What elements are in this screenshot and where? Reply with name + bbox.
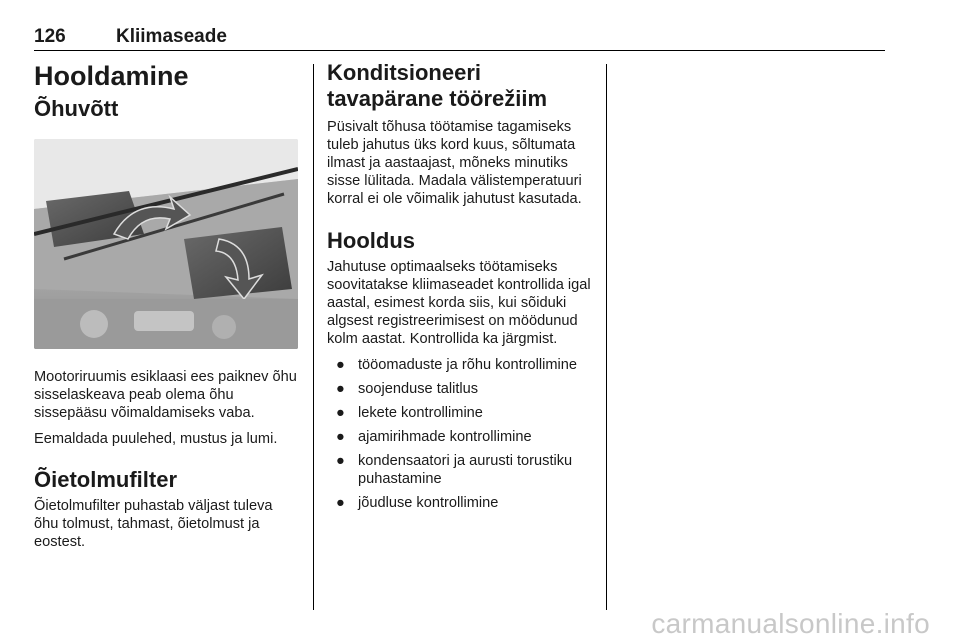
bullet-icon: ● — [336, 405, 345, 421]
middle-column — [327, 60, 592, 518]
paragraph: Püsivalt tõhusa töötamise tagamiseks tuleb jahutus üks kord kuus, sõltumata ilmast ja aastaajast, mõneks minutiks sisse lülitada. Madala välistemperatuuri korral ei ole võimalik jahutust kasutada. — [327, 119, 582, 207]
paragraph: Eemaldada puulehed, mustus ja lumi. — [34, 431, 278, 447]
section-heading-service: Hooldus — [327, 228, 415, 253]
list-item: ● ajamirihmade kontrollimine — [336, 429, 532, 445]
paragraph: Õietolmufilter puhastab väljast tuleva õhu tolmust, tahmast, õietolmust ja eostest. — [34, 498, 273, 550]
list-item: ● jõudluse kontrollimine — [336, 495, 499, 511]
bullet-icon: ● — [336, 495, 345, 511]
bullet-icon: ● — [336, 453, 345, 469]
list-item: ● tööomaduste ja rõhu kontrollimine — [336, 357, 578, 373]
page-title: Hooldamine — [34, 61, 189, 91]
wiper-cowl-air-intake-photo — [34, 139, 298, 349]
bullet-icon: ● — [336, 429, 345, 445]
header-rule — [34, 50, 885, 51]
page-number: 126 — [34, 26, 66, 47]
list-item: ● soojenduse talitlus — [336, 381, 479, 397]
left-column — [34, 60, 300, 551]
page-header — [34, 26, 885, 52]
section-heading-air-intake: Õhuvõtt — [34, 96, 119, 121]
bullet-icon: ● — [336, 357, 345, 373]
column-divider — [606, 64, 607, 610]
section-heading-pollen-filter: Õietolmufilter — [34, 467, 178, 492]
list-item: ● kondensaatori ja aurusti torustiku puhastamine — [336, 453, 573, 487]
paragraph: Jahutuse optimaalseks töötamiseks soovitatakse kliimaseadet kontrollida igal aastal, esimest korda siis, kui sõiduki algsest registreerimisest on möödunud kolm aastat. Kontrollida ka järgmist. — [327, 259, 591, 347]
list-item: ● lekete kontrollimine — [336, 405, 483, 421]
section-heading-normal-mode: Konditsioneeri tavapärane töörežiim — [327, 60, 548, 111]
paragraph: Mootoriruumis esiklaasi ees paiknev õhu sisselaskeava peab olema õhu sissepääsu võimaldamiseks vaba. — [34, 369, 297, 421]
column-divider — [313, 64, 314, 610]
chapter-title: Kliimaseade — [116, 26, 227, 47]
bullet-icon: ● — [336, 381, 345, 397]
check-list — [327, 356, 592, 512]
watermark: carmanualsonline.info — [651, 608, 930, 639]
